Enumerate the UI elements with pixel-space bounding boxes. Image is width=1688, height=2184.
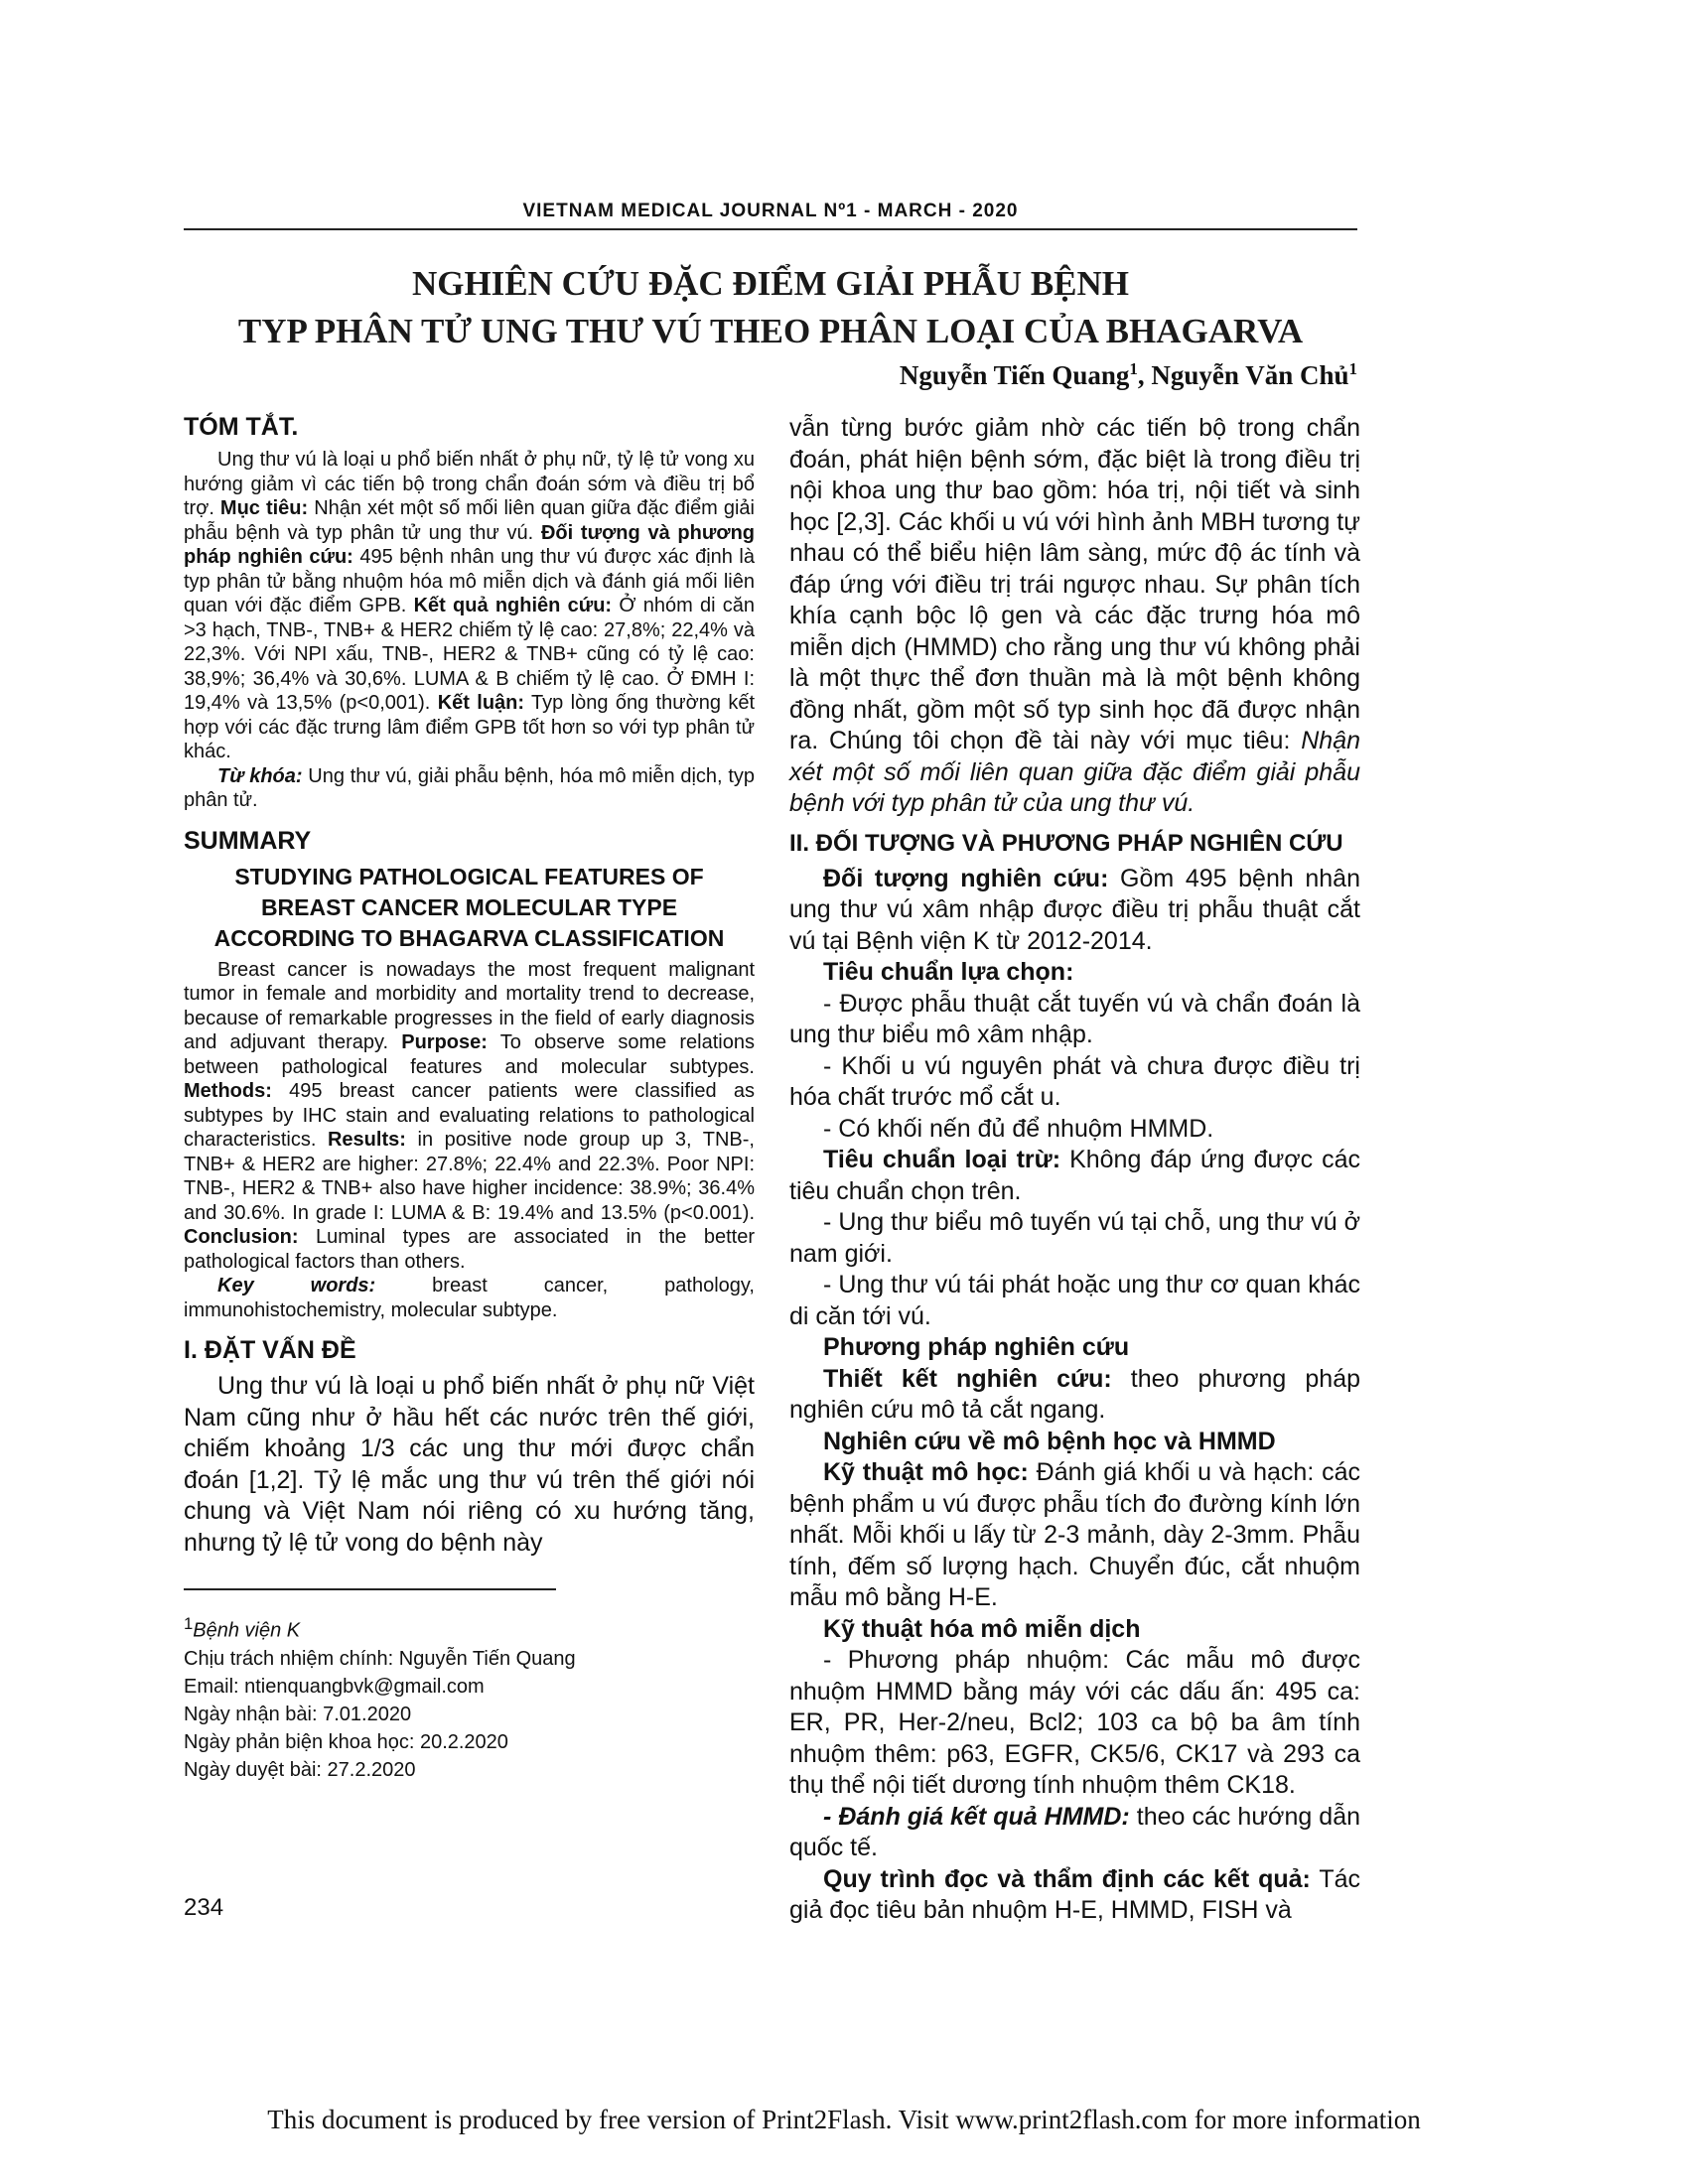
article-title: [184, 260, 1357, 355]
histology-text: Đánh giá khối u và hạch: các bệnh phẩm u vú được phẫu tích đo đường kính lớn nhất. Mỗi khối u lấy từ 2-3 mảnh, dày 2-3mm. Phẫu tính, đếm số lượng hạch. Chuyển đúc, cắt nhuộm mẫu mô bằng H-E.: [789, 1458, 1360, 1611]
ihc-evaluation-text: theo các hướng dẫn quốc tế.: [789, 1802, 1360, 1861]
keywords-paragraph: [184, 764, 755, 813]
methods-label: Methods:: [184, 1080, 272, 1102]
abstract-text: Nhận xét một số mối liên quan giữa đặc điểm giải phẫu bệnh và typ phân tử ung thư vú.: [184, 497, 755, 544]
summary-title-line: BREAST CANCER MOLECULAR TYPE: [260, 893, 678, 920]
review-paragraph: [789, 1864, 1360, 1927]
running-head: VIETNAM MEDICAL JOURNAL Nº1 - MARCH - 2020: [522, 201, 1019, 221]
abstract-text: 495 bệnh nhân ung thư vú được xác định là typ phân tử bằng nhuộm hóa mô miễn dịch và đánh giá mối liên quan với đặc điểm GPB.: [184, 546, 755, 616]
author-separator: ,: [1137, 360, 1152, 390]
left-column: [184, 413, 755, 1784]
footnote-reviewed: Ngày phản biện khoa học: 20.2.2020: [184, 1730, 508, 1753]
summary-title-line: STUDYING PATHOLOGICAL FEATURES OF: [234, 863, 704, 889]
ihc-heading: Kỹ thuật hóa mô miễn dịch: [823, 1614, 1141, 1643]
intro-paragraph: Ung thư vú là loại u phổ biến nhất ở phụ nữ Việt Nam cũng như ở hầu hết các nước trên thế giới, chiếm khoảng 1/3 các ung thư mới được chẩn đoán [1,2]. Tỷ lệ mắc ung thư vú trên thế giới nói chung và Việt Nam nói riêng có xu hướng tăng, nhưng tỷ lệ tử vong do bệnh này: [184, 1372, 755, 1557]
subjects-paragraph: [789, 864, 1360, 958]
author-1: Nguyễn Tiến Quang: [899, 360, 1130, 390]
keywords-text: Ung thư vú, giải phẫu bệnh, hóa mô miễn dịch, typ phân tử.: [184, 764, 756, 811]
summary-paragraph: [184, 958, 755, 1275]
header-rule: [184, 228, 1357, 230]
abstract-text: Ở nhóm di căn >3 hạch, TNB-, TNB+ & HER2 chiếm tỷ lệ cao: 27,8%; 22,4% và 22,3%. Với NPI xấu, TNB-, HER2 & TNB+ cũng có tỷ lệ cao: 38,9%; 36,4% và 30,6%. LUMA & B chiếm tỷ lệ cao. Ở ĐMH I: 19,4% và 13,5% (p<0,001).: [184, 595, 755, 714]
affiliation-text: Bệnh viện K: [193, 1619, 301, 1642]
summary-text: 495 breast cancer patients were classified as subtypes by IHC stain and evaluating relations to pathological characteristics.: [184, 1080, 755, 1151]
footnote-accepted: Ngày duyệt bài: 27.2.2020: [184, 1758, 416, 1781]
keywords-en-label: Key words:: [217, 1275, 376, 1297]
subjects-text: Gồm 495 bệnh nhân ung thư vú xâm nhập được điều trị phẫu thuật cắt vú tại Bệnh viện K từ 2012-2014.: [789, 864, 1360, 955]
objective-label: Mục tiêu:: [219, 497, 309, 519]
abstract-paragraph: [184, 448, 755, 764]
design-paragraph: [789, 1364, 1360, 1427]
method-heading: Phương pháp nghiên cứu: [823, 1333, 1130, 1361]
title-line-1: NGHIÊN CỨU ĐẶC ĐIỂM GIẢI PHẪU BỆNH: [411, 264, 1130, 303]
abstract-heading: TÓM TẮT.: [184, 413, 299, 441]
results-label: Results:: [327, 1129, 406, 1151]
methods-heading: II. ĐỐI TƯỢNG VÀ PHƯƠNG PHÁP NGHIÊN CỨU: [789, 829, 1343, 857]
author-1-affiliation: 1: [1129, 359, 1138, 378]
author-2-affiliation: 1: [1348, 359, 1357, 378]
exclusion-label: Tiêu chuẩn loại trừ:: [823, 1146, 1061, 1173]
design-label: Thiết kết nghiên cứu:: [823, 1364, 1112, 1393]
summary-text: Breast cancer is nowadays the most frequent malignant tumor in female and morbidity and mortality trend to decrease, because of remarkable progresses in the field of early diagnosis and adjuvant therapy.: [184, 958, 755, 1053]
keywords-label: Từ khóa:: [217, 764, 303, 787]
inclusion-heading: Tiêu chuẩn lựa chọn:: [823, 958, 1074, 986]
abstract-text: Ung thư vú là loại u phổ biến nhất ở phụ nữ, tỷ lệ tử vong xu hướng giảm vì các tiến bộ trong chẩn đoán sớm và điều trị bổ trợ.: [184, 449, 755, 519]
intro-continued: [789, 413, 1360, 820]
footnote-affiliation: [184, 1610, 755, 1645]
footnote-rule: [184, 1588, 556, 1590]
conclusion-label: Conclusion:: [184, 1226, 299, 1248]
summary-title: [184, 862, 755, 954]
ihc-evaluation: [789, 1802, 1360, 1864]
abstract-text: Typ lòng ống thường kết hợp với các đặc trưng lâm điểm GPB tốt hơn so với typ phân tử khác.: [184, 692, 756, 762]
conclusion-label: Kết luận:: [437, 692, 525, 714]
review-text: Tác giả đọc tiêu bản nhuộm H-E, HMMD, FISH và: [789, 1864, 1360, 1924]
author-2: Nguyễn Văn Chủ: [1151, 360, 1349, 390]
summary-title-line: ACCORDING TO BHAGARVA CLASSIFICATION: [213, 924, 725, 951]
exclusion-paragraph: [789, 1145, 1360, 1207]
watermark-text: This document is produced by free version of Print2Flash. Visit www.print2flash.com for more information: [267, 2105, 1421, 2134]
inclusion-item: - Khối u vú nguyên phát và chưa được điều trị hóa chất trước mổ cắt u.: [789, 1051, 1360, 1111]
histology-heading: Nghiên cứu về mô bệnh học và HMMD: [823, 1427, 1276, 1455]
page-number: 234: [184, 1894, 224, 1921]
exclusion-item: - Ung thư vú tái phát hoặc ung thư cơ quan khác di căn tới vú.: [789, 1271, 1360, 1330]
right-column: [789, 413, 1360, 1927]
title-line-2: TYP PHÂN TỬ UNG THƯ VÚ THEO PHÂN LOẠI CỦA BHAGARVA: [237, 312, 1304, 350]
summary-heading: SUMMARY: [184, 826, 312, 855]
footnote-corresponding: Chịu trách nhiệm chính: Nguyễn Tiến Quang: [184, 1647, 576, 1670]
footnote-email: Email: ntienquangbvk@gmail.com: [184, 1675, 485, 1698]
histology-paragraph: [789, 1457, 1360, 1614]
ihc-evaluation-label: - Đánh giá kết quả HMMD:: [823, 1802, 1130, 1831]
exclusion-item: - Ung thư biểu mô tuyến vú tại chỗ, ung thư vú ở nam giới.: [789, 1208, 1360, 1268]
keywords-en-paragraph: [184, 1274, 755, 1322]
authors: [900, 359, 1357, 391]
histology-label: Kỹ thuật mô học:: [823, 1458, 1029, 1486]
ihc-paragraph: - Phương pháp nhuộm: Các mẫu mô được nhuộm HMMD bằng máy với các dấu ấn: 495 ca: ER, PR, Her-2/neu, Bcl2; 103 ca bộ ba âm tính nhuộm thêm: p63, EGFR, CK5/6, CK17 và 293 ca thụ thể nội tiết dương tính nhuộm thêm CK18.: [789, 1646, 1360, 1799]
intro-text: vẫn từng bước giảm nhờ các tiến bộ trong chẩn đoán, phát hiện bệnh sớm, đặc biệt là trong điều trị nội khoa ung thư bao gồm: hóa trị, nội tiết và sinh học [2,3]. Các khối u vú với hình ảnh MBH tương tự nhau có thể biểu hiện lâm sàng, mức độ ác tính và đáp ứng với điều trị trái ngược nhau. Sự phân tích khía cạnh bộc lộ gen và các đặc trưng hóa mô miễn dịch (HMMD) cho rằng ung thư vú không phải là một thực thể đơn thuần mà là một bệnh không đồng nhất, gồm một số typ sinh học đã được nhận ra. Chúng tôi chọn đề tài này với mục tiêu:: [789, 414, 1360, 754]
keywords-en-text: breast cancer, pathology, immunohistochemistry, molecular subtype.: [184, 1275, 755, 1321]
design-text: theo phương pháp nghiên cứu mô tả cắt ngang.: [789, 1364, 1360, 1424]
footnote-received: Ngày nhận bài: 7.01.2020: [184, 1703, 412, 1725]
abstract-vietnamese: [184, 413, 755, 1322]
results-label: Kết quả nghiên cứu:: [413, 595, 613, 616]
summary-text: Luminal types are associated in the better pathological factors than others.: [184, 1226, 755, 1273]
inclusion-item: - Được phẫu thuật cắt tuyến vú và chẩn đoán là ung thư biểu mô xâm nhập.: [789, 989, 1360, 1048]
exclusion-text: Không đáp ứng được các tiêu chuẩn chọn trên.: [789, 1146, 1360, 1205]
intro-objective: Nhận xét một số mối liên quan giữa đặc điểm giải phẫu bệnh với typ phân tử của ung thư vú.: [789, 727, 1360, 817]
purpose-label: Purpose:: [401, 1031, 488, 1053]
methods-label: Đối tượng và phương pháp nghiên cứu:: [184, 521, 756, 568]
summary-text: To observe some relations between pathological features and molecular subtypes.: [184, 1031, 755, 1078]
subjects-label: Đối tượng nghiên cứu:: [823, 864, 1109, 892]
introduction-left: [184, 1336, 755, 1559]
affiliation-mark: 1: [184, 1614, 194, 1633]
review-label: Quy trình đọc và thẩm định các kết quả:: [823, 1864, 1311, 1893]
intro-heading: I. ĐẶT VẤN ĐỀ: [184, 1336, 356, 1364]
inclusion-item: - Có khối nến đủ để nhuộm HMMD.: [823, 1114, 1214, 1143]
footnote: [184, 1588, 755, 1784]
summary-text: in positive node group up 3, TNB-, TNB+ & HER2 are higher: 27.8%; 22.4% and 22.3%. Poor NPI: TNB-, HER2 & TNB+ also have higher incidence: 38.9%; 36.4% and 30.6%. In grade I: LUMA & B: 19.4% and 13.5% (p<0.001).: [184, 1129, 755, 1224]
